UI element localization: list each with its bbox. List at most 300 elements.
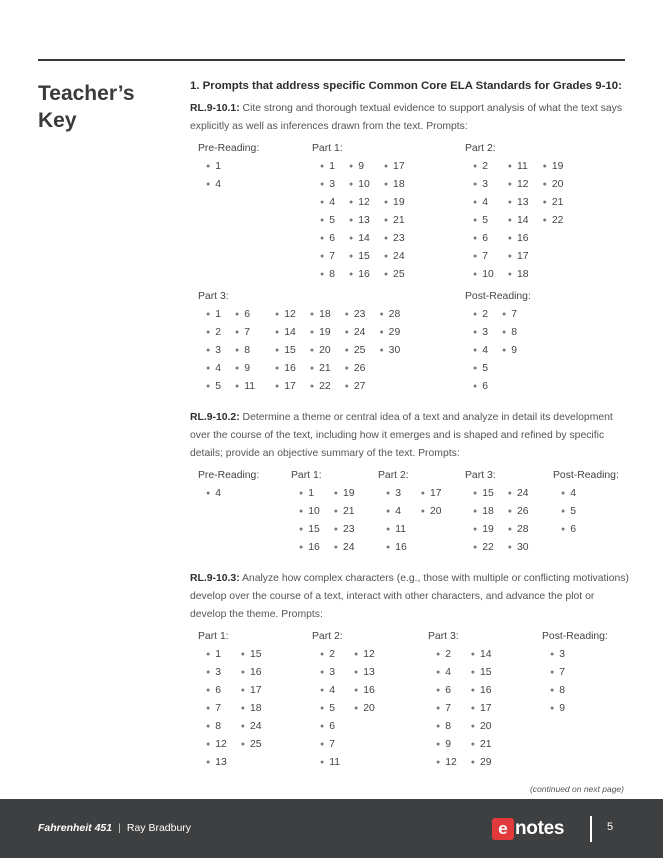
prompt-sub-column [227,306,261,396]
prompt-column [542,628,608,718]
standard-code: RL.9-10.1: [190,103,240,114]
prompt-number: 14 [480,649,492,660]
prompt-number-item [346,700,381,718]
prompt-sub-column [494,306,523,396]
prompt-number: 17 [250,685,262,696]
prompt-column-label: Pre-Reading: [198,470,260,481]
section-heading: 1. Prompts that address specific Common Core ELA Standards for Grades 9-10: [190,80,622,92]
prompt-number-item [428,700,463,718]
prompt-number: 15 [482,488,494,499]
bullet-icon: ● [320,181,325,188]
bullet-icon: ● [320,741,325,748]
prompt-number: 20 [430,506,442,517]
bullet-icon: ● [420,490,426,497]
bullet-icon: ● [354,669,359,676]
prompt-number-item [227,360,261,378]
bullet-icon: ● [349,181,354,188]
prompt-sub-column [500,158,535,284]
prompt-number-item [291,539,326,557]
prompt-column [198,467,259,503]
prompt-number: 4 [215,179,222,190]
prompt-number: 16 [250,667,262,678]
prompt-number-item [465,248,500,266]
prompt-number: 4 [482,197,489,208]
prompt-list [465,485,535,557]
prompt-number-item [465,306,494,324]
prompt-number-item [198,718,233,736]
bullet-icon: ● [206,741,211,748]
prompt-number: 19 [343,488,355,499]
prompt-number: 21 [319,363,331,374]
prompt-sub-column [500,485,535,557]
bullet-icon: ● [542,181,547,188]
prompt-column [465,467,535,557]
prompt-list [428,646,498,772]
footer-book-info [38,822,191,834]
prompt-number: 15 [480,667,492,678]
prompt-number-item [465,378,494,396]
prompt-number: 8 [215,721,222,732]
prompt-sub-column [312,158,341,284]
prompt-column-label: Part 1: [198,631,229,642]
prompt-number: 5 [215,381,222,392]
prompt-number: 24 [250,721,262,732]
prompt-number-item [376,158,411,176]
prompt-number: 30 [388,345,401,356]
prompt-number: 9 [511,345,518,356]
standard-description [190,409,630,463]
bullet-icon: ● [550,705,555,712]
bullet-icon: ● [206,181,211,188]
prompt-number-item [465,266,500,284]
prompt-number: 12 [445,757,457,768]
prompt-number: 5 [329,703,336,714]
prompt-list [198,306,406,396]
bullet-icon: ● [320,651,325,658]
prompt-number: 9 [445,739,452,750]
prompt-number: 16 [517,233,529,244]
prompt-number: 13 [363,667,375,678]
bullet-icon: ● [379,347,384,354]
bullet-icon: ● [275,347,280,354]
bullet-icon: ● [333,544,339,551]
prompt-number-item [463,718,498,736]
prompt-number: 13 [517,197,529,208]
main-content [190,78,630,772]
standard-rl-9-10-2 [190,409,630,557]
prompt-number: 3 [215,345,222,356]
prompt-number-item [267,342,302,360]
prompt-list [465,306,531,396]
prompt-number: 1 [215,309,222,320]
prompt-number: 3 [329,179,336,190]
prompt-number: 10 [308,506,320,517]
bullet-icon: ● [507,199,513,206]
prompt-number-item [553,485,582,503]
bullet-icon: ● [349,271,354,278]
bullet-icon: ● [206,723,211,730]
bullet-icon: ● [235,383,240,390]
bullet-icon: ● [320,705,325,712]
prompt-number-item [302,306,337,324]
prompt-number: 22 [482,542,494,553]
prompt-column-label: Part 3: [198,291,229,302]
bullet-icon: ● [473,235,478,242]
bullet-icon: ● [473,347,478,354]
prompt-number: 16 [395,542,407,553]
prompt-sub-column [198,306,227,396]
prompt-number: 18 [517,269,529,280]
prompt-sub-column [465,306,494,396]
bullet-icon: ● [320,163,325,170]
prompt-number-item [376,248,411,266]
prompt-number: 4 [215,363,222,374]
prompt-number-item [312,736,346,754]
prompt-grid [190,140,630,284]
bullet-icon: ● [320,253,325,260]
prompt-number: 6 [482,381,489,392]
prompt-number: 8 [511,327,518,338]
bullet-icon: ● [275,383,280,390]
prompt-number: 2 [445,649,452,660]
bullet-icon: ● [309,311,315,318]
bullet-icon: ● [240,651,246,658]
bullet-icon: ● [436,723,441,730]
prompt-number: 20 [319,345,331,356]
bullet-icon: ● [473,311,478,318]
prompt-number: 16 [363,685,375,696]
prompt-number-item [428,736,463,754]
prompt-number: 17 [284,381,296,392]
prompt-number: 3 [329,667,336,678]
bullet-icon: ● [473,365,478,372]
bullet-icon: ● [561,508,566,515]
bullet-icon: ● [436,705,441,712]
bullet-icon: ● [320,235,325,242]
bullet-icon: ● [383,181,389,188]
prompt-sub-column [428,646,463,772]
prompt-number-item [326,521,361,539]
prompt-number-item [535,194,570,212]
prompt-number-item [428,682,463,700]
prompt-number: 4 [215,488,222,499]
bullet-icon: ● [383,163,389,170]
prompt-number-item [312,194,341,212]
prompt-column-label: Part 3: [465,470,496,481]
prompt-column [198,628,268,772]
prompt-number-item [312,754,346,772]
prompt-column-label: Part 2: [465,143,496,154]
prompt-column [312,628,381,772]
prompt-sub-column [326,485,361,557]
prompt-grid [190,628,630,772]
prompt-number-item [341,194,376,212]
prompt-number-item [198,342,227,360]
bullet-icon: ● [473,163,478,170]
prompt-number: 9 [559,703,566,714]
prompt-number: 19 [393,197,405,208]
prompt-number: 20 [363,703,375,714]
bullet-icon: ● [320,271,325,278]
prompt-number: 23 [353,309,366,320]
page-title: Teacher’s Key [38,82,135,132]
prompt-number: 24 [517,488,529,499]
prompt-number-item [500,230,535,248]
prompt-number-item [312,718,346,736]
prompt-column-label: Part 2: [312,631,343,642]
bullet-icon: ● [470,759,476,766]
prompt-number-item [465,485,500,503]
prompt-number: 7 [482,251,489,262]
prompt-number: 4 [329,197,336,208]
prompt-number-item [341,230,376,248]
book-title: Fahrenheit 451 [38,822,113,834]
prompt-number: 20 [480,721,492,732]
prompt-number: 3 [395,488,402,499]
prompt-number-item [341,266,376,284]
bullet-icon: ● [436,759,441,766]
prompt-number: 6 [570,524,577,535]
bullet-icon: ● [333,490,339,497]
prompt-number: 9 [244,363,251,374]
bullet-icon: ● [309,383,315,390]
bullet-icon: ● [507,253,513,260]
bullet-icon: ● [507,526,513,533]
bullet-icon: ● [383,253,389,260]
bullet-icon: ● [349,235,354,242]
prompt-number: 19 [319,327,331,338]
prompt-number: 8 [445,721,452,732]
prompt-number-item [302,342,337,360]
logo-wordmark: notes [515,818,565,839]
bullet-icon: ● [379,329,384,336]
bullet-icon: ● [235,311,240,318]
prompt-sub-column [463,646,498,772]
prompt-number-item [463,646,498,664]
prompt-number: 12 [358,197,370,208]
prompt-number: 12 [517,179,529,190]
prompt-number: 7 [511,309,518,320]
prompt-number-item [542,664,571,682]
prompt-number: 6 [329,233,336,244]
prompt-number: 12 [363,649,375,660]
continued-note: (continued on next page) [529,784,624,794]
prompt-number-item [500,521,535,539]
prompt-number-item [463,682,498,700]
prompt-number-item [465,360,494,378]
bullet-icon: ● [206,347,211,354]
prompt-number: 4 [482,345,489,356]
standard-rl-9-10-3 [190,570,630,772]
prompt-number: 5 [570,506,577,517]
enotes-logo [492,817,564,841]
bullet-icon: ● [542,163,547,170]
prompt-number-item [500,539,535,557]
prompt-number: 5 [482,363,489,374]
prompt-sub-column [465,158,500,284]
page-number: 5 [607,821,614,833]
prompt-sub-column [413,485,448,557]
prompt-number: 25 [250,739,262,750]
prompt-sub-column [542,646,571,718]
prompt-number: 5 [329,215,336,226]
bullet-icon: ● [507,217,513,224]
prompt-number-item [341,158,376,176]
bullet-icon: ● [299,544,304,551]
prompt-number-item [500,266,535,284]
prompt-number-item [337,342,372,360]
bullet-icon: ● [436,741,441,748]
bullet-icon: ● [344,365,349,372]
prompt-sub-column [341,158,376,284]
prompt-number-item [428,664,463,682]
prompt-number-item [337,378,372,396]
prompt-number: 3 [559,649,566,660]
prompt-number: 2 [482,161,489,172]
bullet-icon: ● [320,199,325,206]
standard-text: Determine a theme or central idea of a text and analyze in detail its development over the course of the text, including how it emerges and is shaped and refined by specific details; provide an objective summary of the text. Prompts: [190,412,613,459]
bullet-icon: ● [470,723,476,730]
prompt-number-item [198,485,227,503]
prompt-number: 11 [517,161,528,172]
bullet-icon: ● [354,651,359,658]
prompt-number-item [535,176,570,194]
bullet-icon: ● [206,329,211,336]
bullet-icon: ● [386,508,391,515]
prompt-number: 7 [329,739,336,750]
bullet-icon: ● [349,199,354,206]
bullet-icon: ● [561,526,566,533]
prompt-column-label: Pre-Reading: [198,143,260,154]
prompt-number-item [326,539,361,557]
logo-e-mark: e [492,818,514,840]
prompt-number-item [553,503,582,521]
prompt-number-item [291,503,326,521]
bullet-icon: ● [354,687,359,694]
standard-rl-9-10-1 [190,100,630,396]
prompt-number-item [371,306,406,324]
bullet-icon: ● [473,383,478,390]
prompt-number: 30 [517,542,529,553]
bullet-icon: ● [240,669,246,676]
prompt-number: 28 [388,309,401,320]
bullet-icon: ● [206,490,211,497]
prompt-column [312,140,411,284]
prompt-number: 10 [482,269,494,280]
prompt-number: 7 [329,251,336,262]
bullet-icon: ● [320,217,325,224]
prompt-number: 7 [559,667,566,678]
prompt-number-item [465,521,500,539]
prompt-number-item [233,646,268,664]
prompt-number: 3 [482,179,489,190]
prompt-number-item [198,736,233,754]
prompt-number-item [267,306,302,324]
prompt-column-label: Post-Reading: [465,291,531,302]
bullet-icon: ● [275,365,280,372]
prompt-number-item [337,324,372,342]
prompt-number: 28 [517,524,529,535]
bullet-icon: ● [502,347,507,354]
prompt-number-item [376,194,411,212]
standard-code: RL.9-10.3: [190,573,240,584]
bullet-icon: ● [349,217,354,224]
prompt-number-item [302,360,337,378]
prompt-number: 16 [358,269,370,280]
prompt-number: 18 [393,179,405,190]
standard-description [190,100,630,136]
prompt-number-item [500,248,535,266]
bullet-icon: ● [235,365,240,372]
prompt-number: 15 [250,649,262,660]
prompt-number-item [542,700,571,718]
bullet-icon: ● [473,253,478,260]
bullet-icon: ● [473,526,478,533]
prompt-number-item [535,212,570,230]
bullet-icon: ● [240,687,246,694]
prompt-number-item [346,682,381,700]
bullet-icon: ● [320,759,325,766]
prompt-number: 17 [393,161,405,172]
prompt-number-item [341,176,376,194]
prompt-number: 17 [480,703,492,714]
prompt-list [291,485,361,557]
prompt-number: 22 [319,381,331,392]
prompt-number-item [378,485,413,503]
prompt-list [198,485,259,503]
bullet-icon: ● [542,199,547,206]
bullet-icon: ● [470,705,476,712]
prompt-number-item [346,664,381,682]
bullet-icon: ● [349,253,354,260]
prompt-number-item [500,503,535,521]
bullet-icon: ● [320,723,325,730]
prompt-number: 12 [215,739,227,750]
prompt-number-item [371,324,406,342]
bullet-icon: ● [235,329,240,336]
bullet-icon: ● [206,705,211,712]
prompt-column [465,140,569,284]
bullet-icon: ● [333,508,339,515]
standard-code: RL.9-10.2: [190,412,240,423]
prompt-sub-column [267,306,302,396]
prompt-list [465,158,569,284]
prompt-column [553,467,619,539]
prompt-column-label: Post-Reading: [542,631,608,642]
prompt-number-item [465,176,500,194]
prompt-number: 1 [329,161,336,172]
bullet-icon: ● [470,687,476,694]
prompt-sub-column [376,158,411,284]
prompt-number: 8 [559,685,566,696]
prompt-column [428,628,498,772]
bullet-icon: ● [206,669,211,676]
prompt-number-item [465,324,494,342]
bullet-icon: ● [550,687,555,694]
prompt-number: 29 [480,757,492,768]
prompt-list [378,485,448,557]
prompt-number-item [198,378,227,396]
prompt-number: 16 [284,363,296,374]
prompt-number-item [378,521,413,539]
prompt-number-item [500,212,535,230]
prompt-number: 17 [517,251,529,262]
prompt-number-item [494,324,523,342]
bullet-icon: ● [561,490,566,497]
prompt-number: 5 [482,215,489,226]
prompt-number-item [312,158,341,176]
bullet-icon: ● [436,651,441,658]
